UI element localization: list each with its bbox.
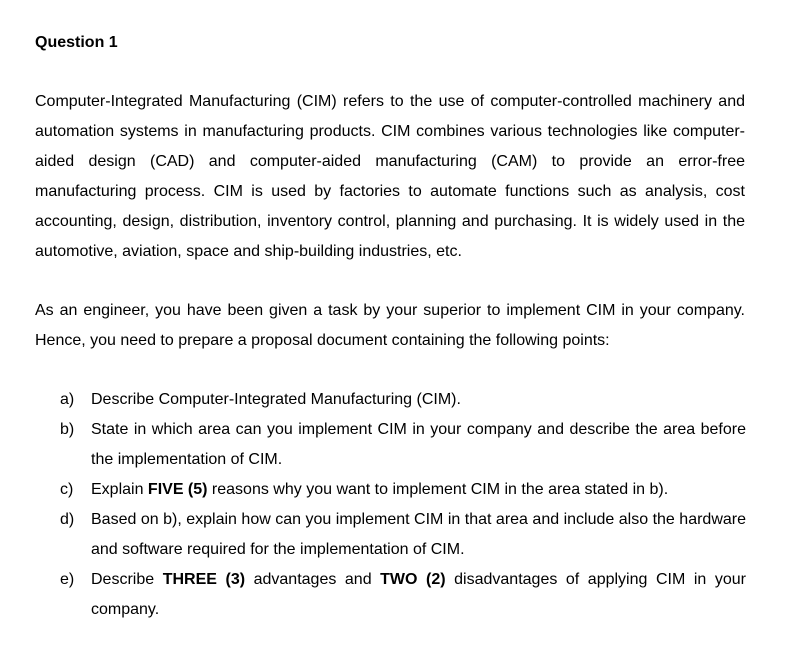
list-item-text-middle: advantages and <box>245 571 381 588</box>
list-marker: d) <box>60 511 75 528</box>
list-marker: c) <box>60 481 74 498</box>
list-item-c <box>60 475 746 505</box>
list-item-text: Describe Computer-Integrated Manufacturing (CIM). <box>91 391 461 408</box>
list-item-a <box>60 385 746 415</box>
list-item-text: Based on b), explain how can you implement CIM in that area and include also the hardware and software required for the implementation of CIM. <box>91 511 746 558</box>
list-marker: e) <box>60 571 75 588</box>
list-item-d <box>60 505 746 565</box>
list-item-text: State in which area can you implement CIM in your company and describe the area before the implementation of CIM. <box>91 421 746 468</box>
requirements-list <box>60 385 746 625</box>
emphasis-advantages-count: THREE (3) <box>162 571 246 588</box>
list-item-b <box>60 415 746 475</box>
list-item-e <box>60 565 746 625</box>
list-marker: b) <box>60 421 75 438</box>
list-item-text-start: Explain <box>91 481 148 498</box>
emphasis-count: FIVE (5) <box>147 481 208 498</box>
list-item-text-start: Describe <box>91 571 163 588</box>
emphasis-disadvantages-count: TWO (2) <box>380 571 446 588</box>
list-marker: a) <box>60 391 75 408</box>
task-paragraph: As an engineer, you have been given a task by your superior to implement CIM in your company. Hence, you need to prepare a proposal document containing the following points: <box>35 302 745 349</box>
list-item-text-end: reasons why you want to implement CIM in the area stated in b). <box>207 481 669 498</box>
question-heading: Question 1 <box>35 34 118 51</box>
intro-paragraph: Computer-Integrated Manufacturing (CIM) refers to the use of computer-controlled machinery and automation systems in manufacturing products. CIM combines various technologies like computer-aided design (CAD) and computer-aided manufacturing (CAM) to provide an error-free manufacturing process. CIM is used by factories to automate functions such as analysis, cost accounting, design, distribution, inventory control, planning and purchasing. It is widely used in the automotive, aviation, space and ship-building industries, etc. <box>35 93 745 260</box>
list-item-text-end: disadvantages of applying CIM in your company. <box>91 571 746 618</box>
